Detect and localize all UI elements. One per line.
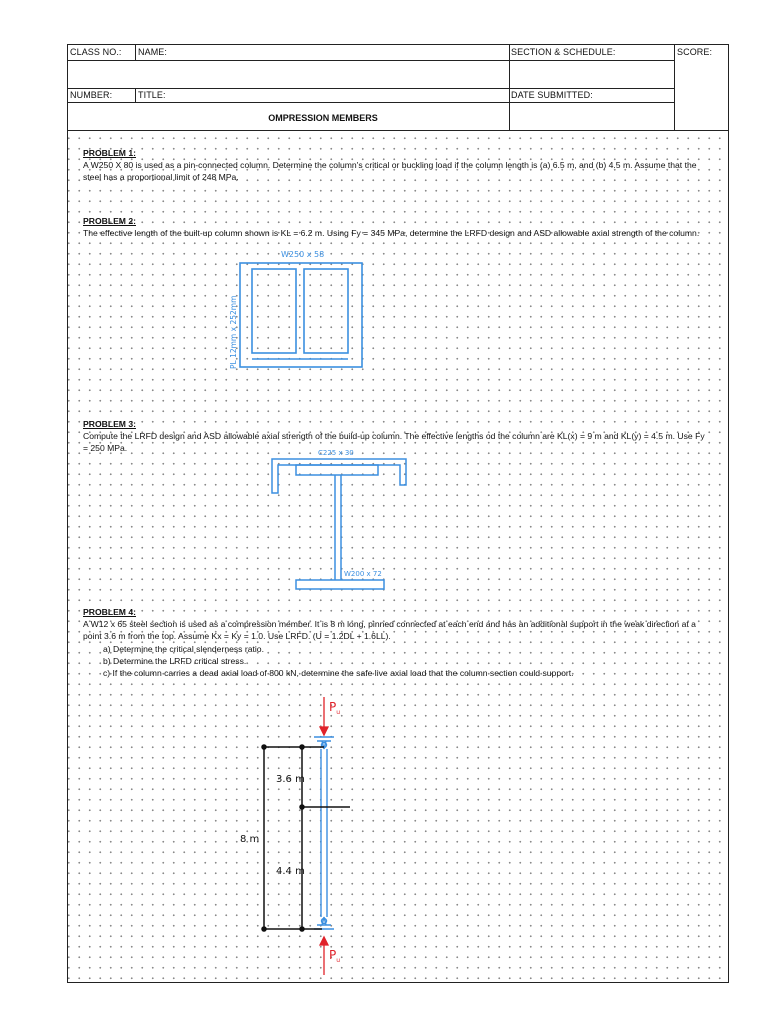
left-cell [252,269,296,353]
score-label: SCORE: [677,47,713,57]
header-row-divider [68,60,675,61]
dim-4-4m-label: 4.4 m [276,866,305,877]
top-load-label: $P_u$ [329,700,341,716]
header-col-divider [135,45,136,60]
problem-4-title: PROBLEM 4: [83,607,136,617]
problem-2 [83,215,709,239]
bottom-load-arrowhead [320,937,328,945]
header-bottom-border [68,130,728,131]
problem-1-title: PROBLEM 1: [83,148,136,158]
built-up-column-figure [218,243,368,378]
header-row-divider [68,102,675,103]
date-submitted-label: DATE SUBMITTED: [511,90,593,100]
dim-tick [300,805,304,809]
column-elevation-figure [218,693,398,978]
number-label: NUMBER: [70,90,113,100]
class-no-label: CLASS NO.: [70,47,122,57]
problem-4-body: A W12 x 65 steel section is used as a compression member. It is 8 m long, pinned connected at each end and has an additional support in the weak direction at a point 3.6 m from the top. Assume Kx = Ky = 1.0. Use LRFD. (U = 1.2DL + 1.6LL). [83,619,696,642]
dim-8m-label: 8 m [240,834,260,845]
w-top-flange [296,465,378,475]
name-label: NAME: [138,47,168,57]
w250x58-label: W250 x 58 [281,250,325,259]
w200x72-label: W200 x 72 [344,570,382,578]
header-col-divider [674,45,675,131]
top-load-arrowhead [320,727,328,735]
header-table [68,45,728,131]
header-col-divider [135,88,136,102]
dim-tick [262,745,266,749]
channel-capped-column-figure [268,445,418,595]
problem-3-body: Compute the LRFD design and ASD allowable axial strength of the build-up column. The effective lengths od the column are KL(x) = 9 m and KL(y) = 4.5 m. Use Fy = 250 MPa. [83,431,705,454]
outer-outline [240,263,362,367]
title-label: TITLE: [138,90,166,100]
dim-3-6m-label: 3.6 m [276,774,305,785]
problem-1 [83,147,709,184]
dim-tick [300,745,304,749]
c225x30-label: C225 x 30 [318,449,354,457]
plate-label: PL 12mm x 252mm [229,295,238,369]
worksheet [67,44,729,983]
subject-title: OMPRESSION MEMBERS [268,113,378,123]
problem-2-body: The effective length of the built-up column shown is KL = 6.2 m. Using Fy = 345 MPa, determine the LRFD design and ASD allowable axial strength of the column. [83,228,700,239]
problem-4-item-a: a) Determine the critical slenderness ratio. [103,643,264,654]
header-row-divider [68,88,675,89]
problem-4-item-c: c) If the column carries a dead axial load of 800 kN, determine the safe live axial load that the column section could support. [103,668,574,679]
right-cell [304,269,348,353]
problem-1-body: A W250 X 80 is used as a pin-connected column. Determine the column's critical or buckling load if the column length is (a) 6.5 m, and (b) 4.5 m. Assume that the steel has a proportional limit of 248 MPa. [83,160,697,183]
problem-4-items [83,643,709,680]
problem-4 [83,606,709,679]
problem-2-title: PROBLEM 2: [83,216,136,226]
bottom-load-label: $P_u$ [329,948,341,964]
problem-3-title: PROBLEM 3: [83,419,136,429]
dim-tick [262,927,266,931]
section-schedule-label: SECTION & SCHEDULE: [511,47,616,57]
w-bottom-flange [296,580,384,589]
problem-4-item-b: b) Determine the LRFD critical stress. [103,655,247,666]
channel-c225 [272,459,406,493]
dim-tick [300,927,304,931]
